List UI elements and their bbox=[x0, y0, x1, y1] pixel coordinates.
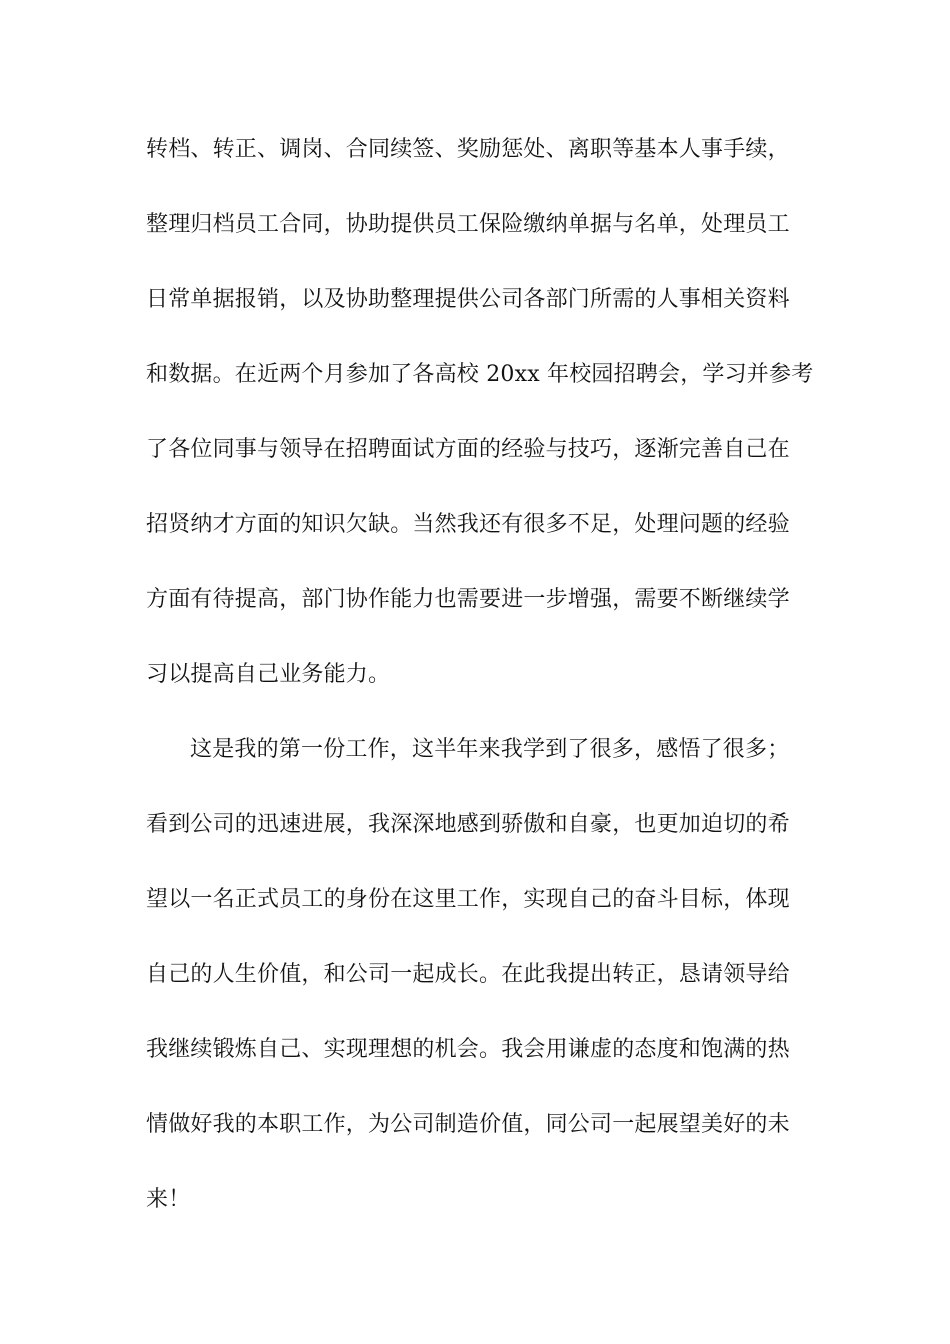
text-line: 和数据。在近两个月参加了各高校 20xx 年校园招聘会，学习并参考 bbox=[146, 362, 814, 387]
text-line: 习以提高自己业务能力。 bbox=[146, 662, 391, 687]
text-line: 望以一名正式员工的身份在这里工作，实现自己的奋斗目标，体现 bbox=[146, 887, 790, 912]
text-line: 我继续锻炼自己、实现理想的机会。我会用谦虚的态度和饱满的热 bbox=[146, 1037, 790, 1062]
text-line: 方面有待提高，部门协作能力也需要进一步增强，需要不断继续学 bbox=[146, 587, 790, 612]
text-line: 自己的人生价值，和公司一起成长。在此我提出转正，恳请领导给 bbox=[146, 962, 790, 987]
text-line: 日常单据报销，以及协助整理提供公司各部门所需的人事相关资料 bbox=[146, 287, 790, 312]
text-line: 了各位同事与领导在招聘面试方面的经验与技巧，逐渐完善自己在 bbox=[146, 437, 790, 462]
text-line: 看到公司的迅速进展，我深深地感到骄傲和自豪，也更加迫切的希 bbox=[146, 812, 790, 837]
text-line: 这是我的第一份工作，这半年来我学到了很多，感悟了很多； bbox=[190, 737, 790, 762]
text-line: 情做好我的本职工作，为公司制造价值，同公司一起展望美好的未 bbox=[146, 1112, 790, 1137]
text-line: 来！ bbox=[146, 1187, 191, 1212]
text-line: 转档、转正、调岗、合同续签、奖励惩处、离职等基本人事手续， bbox=[146, 137, 790, 162]
text-line: 整理归档员工合同，协助提供员工保险缴纳单据与名单，处理员工 bbox=[146, 212, 790, 237]
text-line: 招贤纳才方面的知识欠缺。当然我还有很多不足，处理问题的经验 bbox=[146, 512, 790, 537]
